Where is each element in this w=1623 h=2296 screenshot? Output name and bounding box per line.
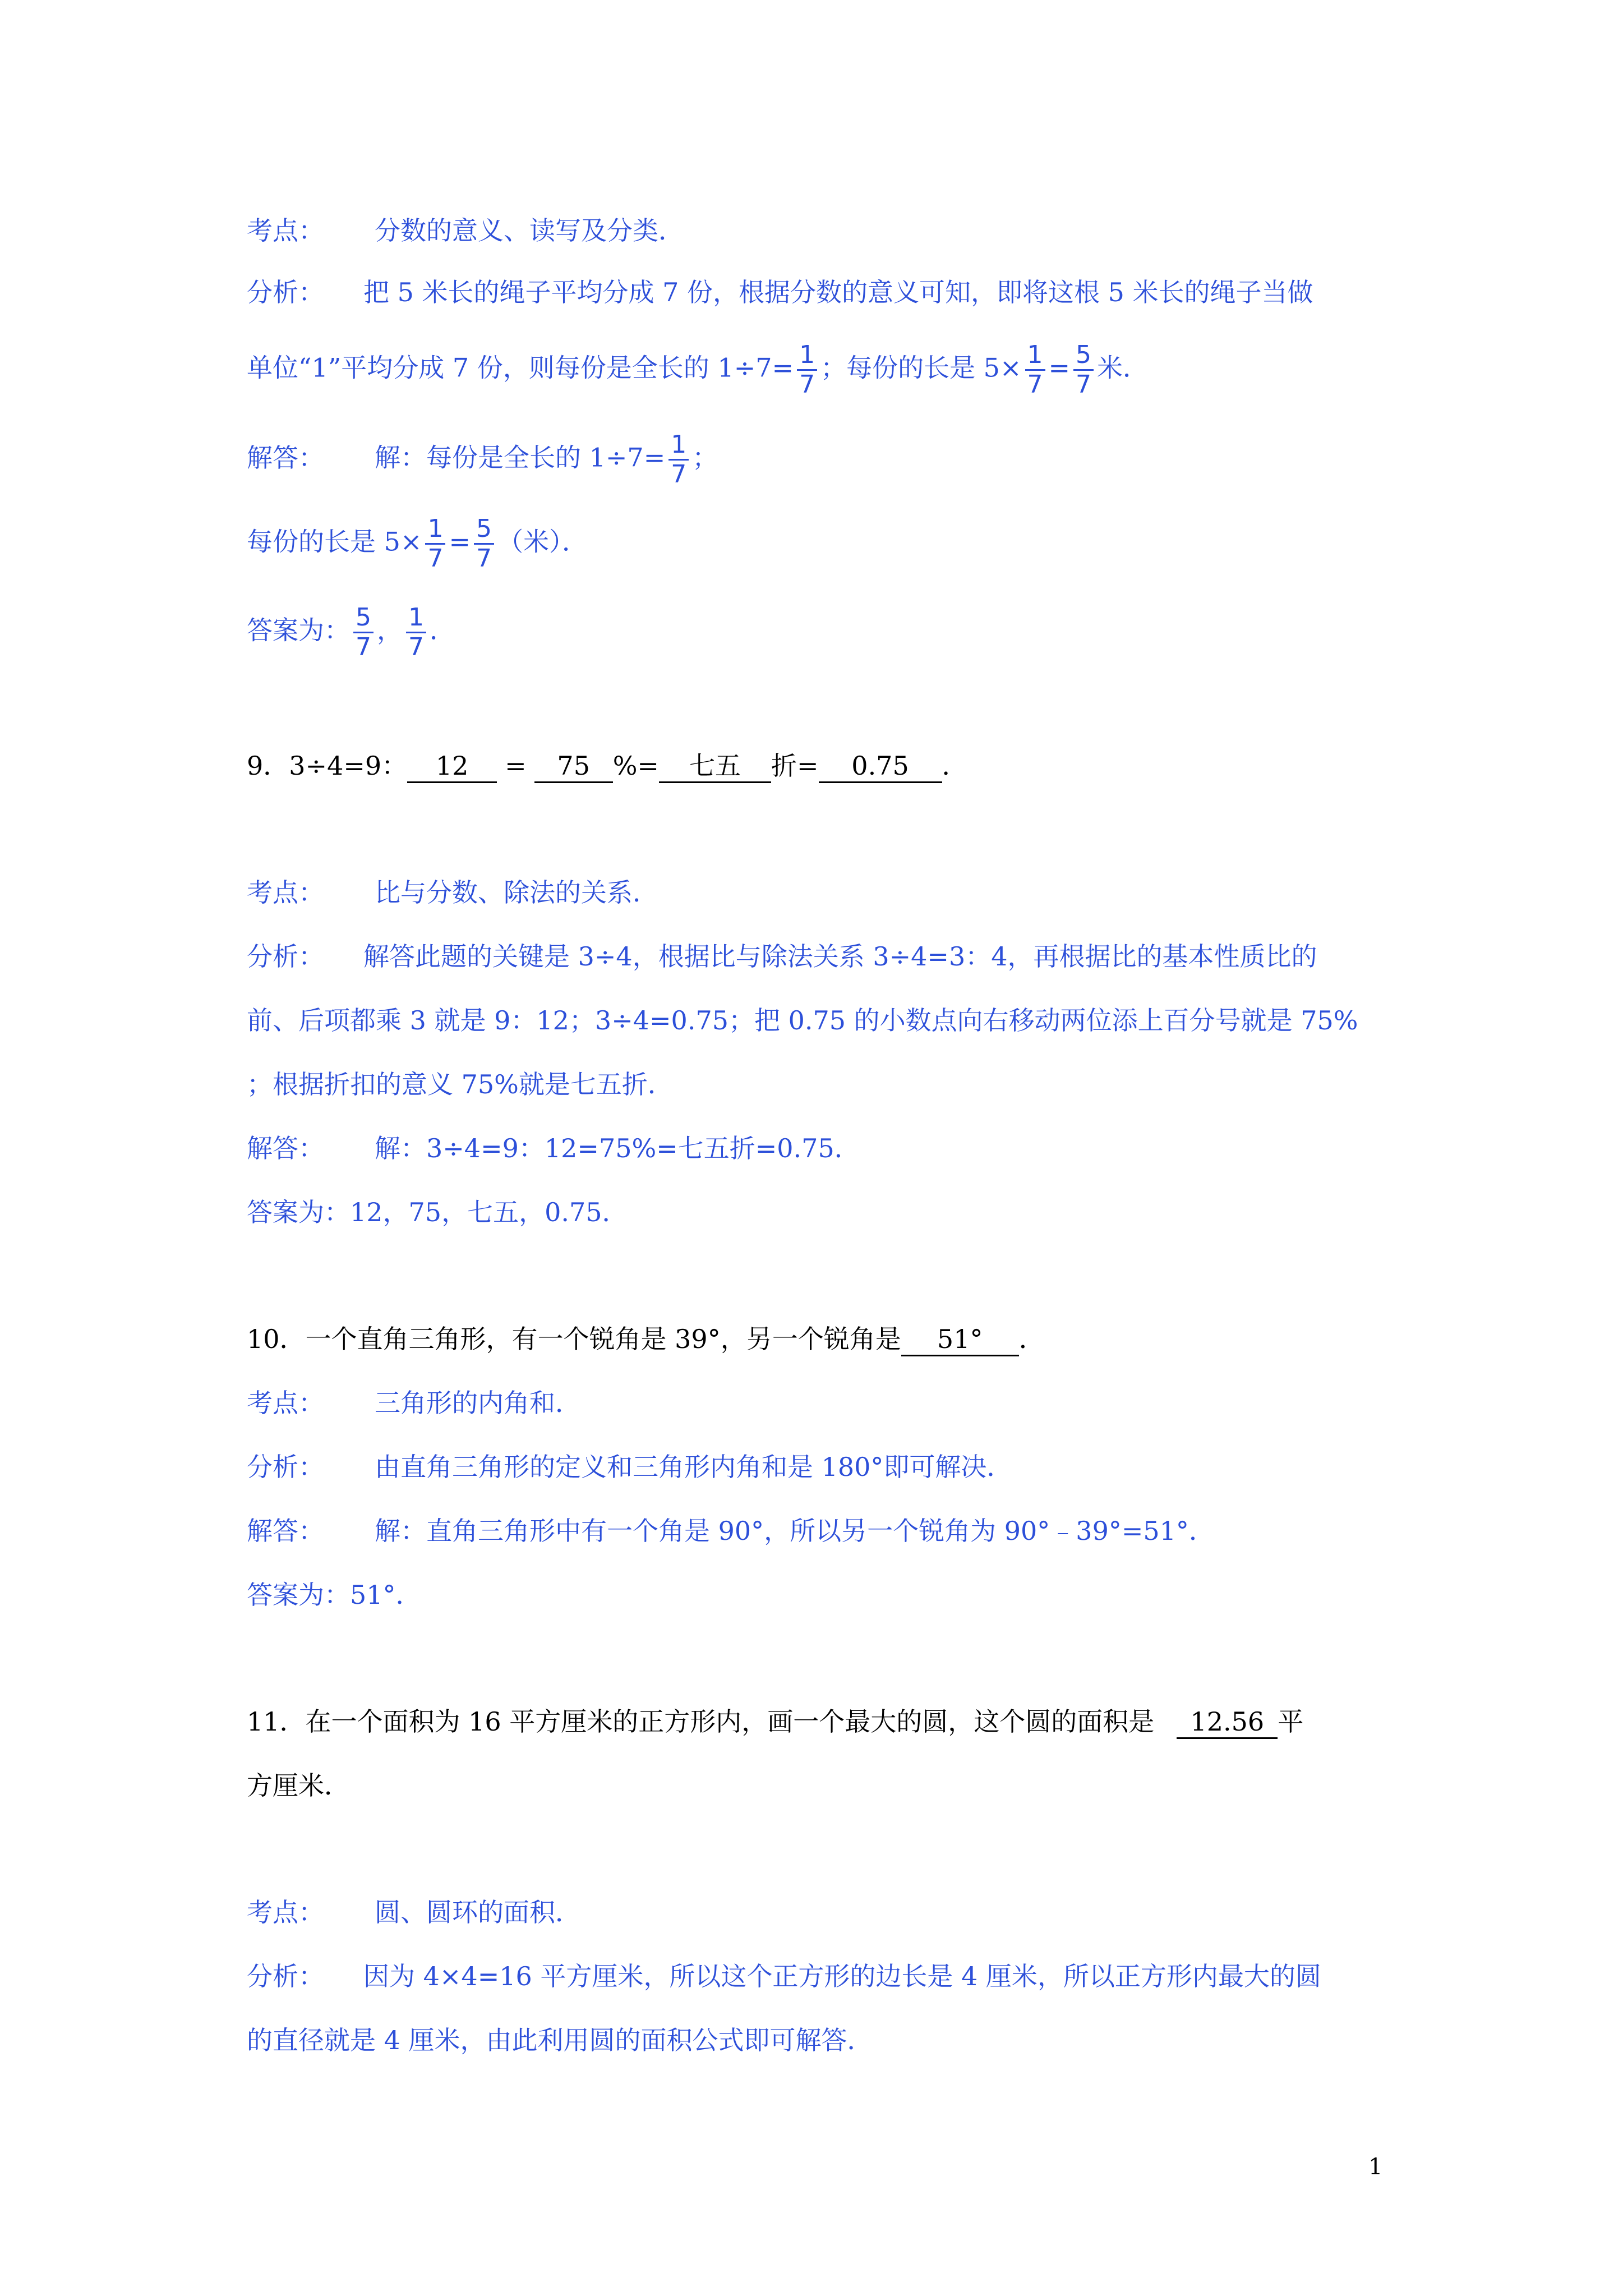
jieda-text: 解：直角三角形中有一个角是 90°，所以另一个锐角为 90°﹣39°=51°． <box>375 1516 1215 1546</box>
fraction: $\frac{5}{7}$ <box>1073 342 1094 398</box>
kaodian-text: 三角形的内角和． <box>375 1388 581 1418</box>
b1-answer <box>247 603 455 661</box>
equals-sign: = <box>505 751 527 781</box>
fraction: $\frac{5}{7}$ <box>353 605 374 660</box>
q10-answer <box>247 1576 422 1613</box>
fenxi-text: ；每份的长是 5× <box>820 352 1022 383</box>
kaodian-text: 圆、圆环的面积． <box>375 1897 581 1927</box>
q11-question-line2 <box>247 1767 350 1804</box>
question-text: 9．3÷4=9： <box>247 751 408 781</box>
question-text: 平 <box>1278 1706 1304 1737</box>
jieda-label: 解答： <box>247 442 324 473</box>
fenxi-text: 解答此题的关键是 3÷4，根据比与除法关系 3÷4=3：4，再根据比的基本性质比的 <box>363 941 1317 972</box>
fenxi-text: 单位“1”平均分成 7 份，则每份是全长的 1÷7= <box>247 352 794 383</box>
fenxi-text: ；根据折扣的意义 75%就是七五折． <box>247 1069 674 1099</box>
question-text: %= <box>612 751 659 781</box>
fraction: $\frac{1}{7}$ <box>797 342 817 398</box>
b1-kaodian <box>247 212 684 249</box>
fenxi-label: 分析： <box>247 941 324 972</box>
answer-label: 答案为： <box>247 615 350 646</box>
kaodian-label: 考点： <box>247 1388 324 1418</box>
jieda-text: 解：每份是全长的 1÷7= <box>375 442 666 473</box>
kaodian-label: 考点： <box>247 877 324 908</box>
q10-jieda <box>247 1512 1215 1549</box>
jieda-text: 解：3÷4=9：12=75%=七五折=0.75． <box>375 1133 860 1163</box>
answer-blank: 0.75 <box>819 750 942 783</box>
fenxi-text: 因为 4×4=16 平方厘米，所以这个正方形的边长是 4 厘米，所以正方形内最大的圆 <box>363 1961 1321 1991</box>
period: ． <box>1018 1324 1045 1354</box>
q10-question <box>247 1320 1045 1358</box>
kaodian-label: 考点： <box>247 1897 324 1927</box>
q11-fenxi-line1 <box>247 1958 1321 1995</box>
q9-answer <box>247 1194 628 1231</box>
fraction: $\frac{1}{7}$ <box>406 605 426 660</box>
q9-fenxi-line1 <box>247 938 1317 975</box>
kaodian-text: 比与分数、除法的关系． <box>375 877 658 908</box>
jieda-text: 每份的长是 5× <box>247 526 422 557</box>
q9-kaodian <box>247 874 658 911</box>
answer-text: 答案为：12，75，七五，0.75． <box>247 1197 628 1227</box>
answer-blank: 七五 <box>659 750 771 783</box>
kaodian-label: 考点： <box>247 215 324 246</box>
answer-blank: 51° <box>901 1323 1019 1356</box>
equals-sign: = <box>1048 352 1071 383</box>
jieda-label: 解答： <box>247 1516 324 1546</box>
q11-question-line1 <box>247 1703 1303 1740</box>
answer-blank: 12.56 <box>1177 1706 1278 1739</box>
fraction: $\frac{1}{7}$ <box>425 516 445 572</box>
jieda-text: （米）． <box>497 526 588 557</box>
q11-fenxi-line2 <box>247 2022 873 2059</box>
question-text: 折= <box>771 751 819 781</box>
fraction: $\frac{1}{7}$ <box>668 432 689 487</box>
fenxi-label: 分析： <box>247 1961 324 1991</box>
q11-kaodian <box>247 1894 581 1931</box>
q9-jieda <box>247 1130 860 1167</box>
answer-blank: 12 <box>407 750 497 783</box>
fenxi-label: 分析： <box>247 1452 324 1482</box>
b1-jieda-line2 <box>247 514 588 573</box>
fraction: $\frac{5}{7}$ <box>474 516 494 572</box>
separator: ， <box>377 615 403 646</box>
jieda-label: 解答： <box>247 1133 324 1163</box>
fenxi-text: 的直径就是 4 厘米，由此利用圆的面积公式即可解答． <box>247 2025 873 2055</box>
q10-fenxi <box>247 1448 1012 1485</box>
fenxi-text: 由直角三角形的定义和三角形内角和是 180°即可解决． <box>375 1452 1013 1482</box>
b1-fenxi-line1 <box>247 274 1313 311</box>
q9-fenxi-line3 <box>247 1066 674 1103</box>
question-text: 方厘米． <box>247 1770 350 1801</box>
q9-question <box>247 747 968 784</box>
q10-kaodian <box>247 1384 581 1421</box>
fenxi-text: 把 5 米长的绳子平均分成 7 份，根据分数的意义可知，即将这根 5 米长的绳子当做 <box>363 277 1313 307</box>
question-text: 11．在一个面积为 16 平方厘米的正方形内，画一个最大的圆，这个圆的面积是 <box>247 1706 1155 1737</box>
jieda-text: ； <box>692 442 718 473</box>
b1-jieda-line1 <box>247 430 718 489</box>
fraction: $\frac{1}{7}$ <box>1025 342 1045 398</box>
fenxi-label: 分析： <box>247 277 324 307</box>
period: ． <box>942 751 968 781</box>
q9-fenxi-line2 <box>247 1002 1358 1039</box>
answer-blank: 75 <box>534 750 613 783</box>
fenxi-text: 米． <box>1097 352 1149 383</box>
kaodian-text: 分数的意义、读写及分类． <box>375 215 684 246</box>
answer-text: 答案为：51°． <box>247 1580 422 1610</box>
question-text: 10．一个直角三角形，有一个锐角是 39°，另一个锐角是 <box>247 1324 901 1354</box>
b1-fenxi-line2 <box>247 341 1149 399</box>
page-number: 1 <box>1368 2154 1383 2180</box>
equals-sign: = <box>449 526 471 557</box>
fenxi-text: 前、后项都乘 3 就是 9：12；3÷4=0.75；把 0.75 的小数点向右移动两位添上百分号就是 75% <box>247 1005 1358 1036</box>
period: ． <box>430 615 455 646</box>
